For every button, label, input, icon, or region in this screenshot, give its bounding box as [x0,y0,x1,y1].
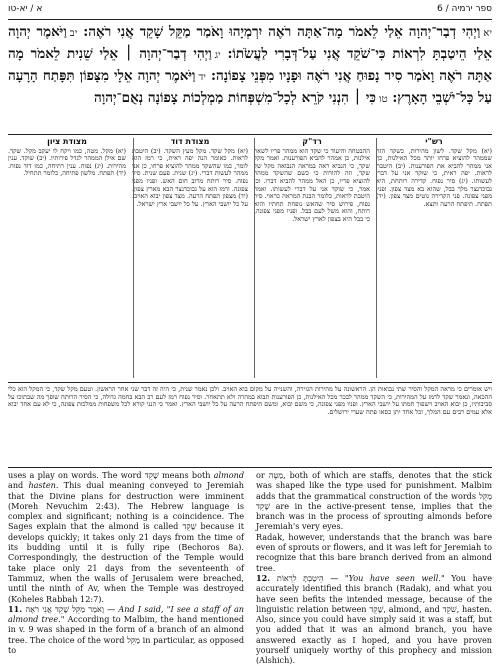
metzudat-david-text: (יא) מקל שקד. מקל מעץ השקד. (יב) היטבת לראות. כאומר הנה יפה ראית, כי רמז הוא לומר, כמו שהשקד ממהר להוציא פרחו, כן אני ממהר לעשות דברי. (יג) שנית. פעם שנית. סיר נפוח. סיר רותח מרוב חום האש. ופניו מפני צפונה. ורמז הוא על נבוכדנצר הבא מארץ צפון. (יד) מצפון תפתח הרעה. מצד צפון יבוא האויב. על כל יושבי הארץ. על כל יושבי ארץ ישראל. [132,146,248,208]
english-run: in particular, as opposed to [8,634,245,656]
english-run: מַטֶּה [268,470,284,480]
english-run: or [256,470,269,480]
english-run: 12. [256,572,277,583]
verse-rule [8,134,492,135]
english-run: מַקֵּל [127,634,140,645]
verse-text: וַיֹּאמֶר יְהוָה אֵלָי מִצָּפוֹן תִּפָּתַח הָרָעָה עַל כָּל־יֹשְׁבֵי הָאָרֶץ: [8,68,492,106]
column-divider [133,138,134,378]
verse-11 [83,24,492,40]
commentary-columns [8,138,492,378]
metzudat-tzion-column [8,138,126,378]
english-run: — "You have seen well." [323,572,445,583]
radak-heading: רד"ק [302,137,322,146]
english-run: because it develops quickly; it takes only 21 days from the time of its budding until it is fully ripe (Bechoros 8a). Correspondingly, the destruction of the Temple would take place only 21 days from the seventeenth of Tammuz, when the walls of Jerusalem were breached, until the ninth of Av, when the Temple was destroyed (Koheles Rabbah 12:7). [8,521,244,604]
english-run: שָׁקֵד [144,470,159,480]
english-run: — And I said, "I see a staff of an almond tree." [8,603,244,625]
english-run: , hasten. Also, since you could have simply said it was a staff, but you added that it was an almond branch, you have answered exactly as I hoped, and you have proven yourself uniquely worthy of this prophecy and mission (Alshich). [256,603,492,666]
english-run: almond [213,470,244,480]
english-run: According to Malbim, the hand mentioned in v. 9 was shaped in the form of a branch of an almond tree. The choice of the word [8,614,245,645]
column-divider [254,138,255,378]
english-run: uses a play on words. The word [8,470,145,480]
metzudat-david-heading: מצודת דוד [170,137,210,146]
english-commentary-right [256,470,492,666]
english-run: Radak, however, understands that the branch was bare even of sprouts or flowers, and it was left for Jeremiah to recognize that this bare branch derived from an almond tree. [256,531,492,573]
english-run: You have accurately identified this branch (Radak), and what you have seen befits the intended message, because of the linguistic relation between [256,572,492,614]
verse-text: כִּי ׀ הִנְנִי קֹרֵא לְכָל־מִשְׁפְּחוֹת מַמְלְכוֹת צָפוֹנָה נְאֻם־יְהוָה [93,90,377,106]
rashi-column [376,138,492,378]
rashi-text: (יא) מקל שקד. לשון מהירות, כשקד הזה שממהר להוציא פרחו יותר מכל האילנות, כך אני ממהר להביא את הפורענות. (יב) היטבת לראות. יפה ראית, כי שוקד אני על דברי לעשותו. (יג) סיר נפוח. קדירה רותחת, היא נבוכדנצר מלך בבל, שהוא בא מצד צפון. ופניו מפני צפונה. פני הקדירה נוטים מצד צפון. (יד) תפתח. תיפתח הרעה ותצא. [376,146,492,208]
verse-number: יב [69,28,78,39]
verse-number: יד [198,72,206,83]
metzudat-tzion-heading: מצודת ציון [47,137,87,146]
english-run: , both of which are staffs, denotes that the stick was shaped like the type used for punishment. Malbim adds that the grammatical construction of the words [256,470,492,501]
column-divider [376,138,377,378]
english-commentary-left [8,470,245,656]
english-run: hasten [28,480,56,491]
english-run: 11. [8,603,26,614]
verse-number: יג [214,50,221,61]
radak-text: ההבטחה והיעוד כי שקד הוא ממהר פריו לשאר אילנות, כן אמהר להביא הפורענות. ואמר מקל שקד, כי הנביא ראה במראה הנבואה מקל של שקד, וזה להורות כי כשם שהשקד ממהר להוציא פריו, כן האל ממהר להביא דברו. וכן אמר, כי שוקד אני על דברי לעשותו. ואמר היטבת לראות, כלומר הבנת המראה כראוי. סיר נפוח, פירוש סיר שהאש נופחת תחתיו והוא רותח, והוא משל לעם בבל. ופניו מפני צפונה, כי בבל היא בצפון לארץ ישראל. [254,146,370,223]
metzudat-david-column [132,138,248,378]
english-run: וָאֹמַר מַקֵּל שָׁקֵד אֲנִי רֹאֶה [25,603,104,614]
commentary-rule [8,382,492,383]
metzudat-tzion-text: (יא) מקל. מטה, כמו ויקח לו יעקב מקל. שקד. שם אילן הממהר לגדל פירותיו. (יב) שוקד. ענין מהירות. (יג) נפוח. ענין רתיחה, כמו דוד נפוח. (יד) תפתח. מלשון פתיחה, כלומר תתחיל. [8,146,126,178]
english-run: שֹׁקֵד [442,603,457,614]
english-run: שָׁקֵד [182,521,197,532]
verse-text: וַיֹּאמֶר יְהוָה אֵלַי הֵיטַבְתָּ לִרְאוֹת כִּי־שֹׁקֵד אֲנִי עַל־דְּבָרִי לַעֲשֹׂתוֹ: [8,24,492,62]
verse-number: טו [379,94,388,105]
english-rule [8,467,492,468]
header-rule [8,19,492,20]
english-run: are in the active-present tense, implies that the branch was in the process of sprouting almonds before Jeremiah's very eyes. [256,500,492,532]
page-header [8,4,492,18]
rashi-heading: רש"י [425,137,443,146]
running-head-right: 6 / ספר ירמיה [437,4,492,14]
english-run: means both [158,470,214,480]
verse-15 [94,90,388,106]
extended-commentary: ויש אומרים כי מראה המקל והסיר שתי נבואות הן. הראשונה על מהירות הגזירה, והשנייה על מקום בוא האויב. ולכן נאמר שנית, כי היה זה דבר שני אחר הראשון. וטעם מקל שקד, כי המקל הוא כלי ההכאה, ונאמר שקד לרמז על המהירות, כי השקד ממהר לבכר מכל האילנות, כן הפורענות תבוא במהרה ולא תתאחר. וסיר נפוח רמז לעם רב הבא בחמה גדולה, כי הסיר הרותח שופך מה שבתוכו על סביבותיו, כן יבוא האויב וישפוך חמתו על יושבי הארץ. ופניו מפני צפונה, כי משם יבוא, ומשם תיפתח הרעה על כל יושבי הארץ. ואמר כי הנני קורא לכל משפחות ממלכות צפונה, כי לא עם אחד יבוא אלא עמים רבים עם המלך, וכל אחד יתן כסאו פתח שערי ירושלים. [8,385,492,416]
verse-text: וַיְהִי דְבַר־יְהוָה ׀ אֵלַי שֵׁנִית לֵאמֹר מָה אַתָּה רֹאֶה וָאֹמַר סִיר נָפוּחַ אֲנִי רֹאֶה וּפָנָיו מִפְּנֵי צָפוֹנָה: [8,46,492,84]
verse-text: וַיְהִי דְבַר־יְהוָה אֵלַי לֵאמֹר מָה־אַתָּה רֹאֶה יִרְמְיָהוּ וָאֹמַר מַקֵּל שָׁקֵד אֲנִי רֹאֶה: [83,24,481,40]
verse-number: יא [483,28,493,39]
english-run: and [8,480,29,491]
english-run: הֵיטַבְתָּ לִרְאוֹת [276,572,324,583]
radak-column [254,138,370,378]
english-run: מַקֵּל שָׁקֵד [256,490,492,511]
english-run: , almond, and [383,603,443,614]
verse-block [8,22,492,130]
english-run: . This dual meaning conveyed to Jeremiah that the Divine plans for destruction were imminent (Moreh Nevuchim 2:43). The Hebrew language is complex and significant; nothing is a coincidence. The Sages explain that the almond is called [8,480,244,532]
running-head-left: א / יא-טו [8,4,43,14]
english-run: שָׁקֵד [369,603,384,614]
